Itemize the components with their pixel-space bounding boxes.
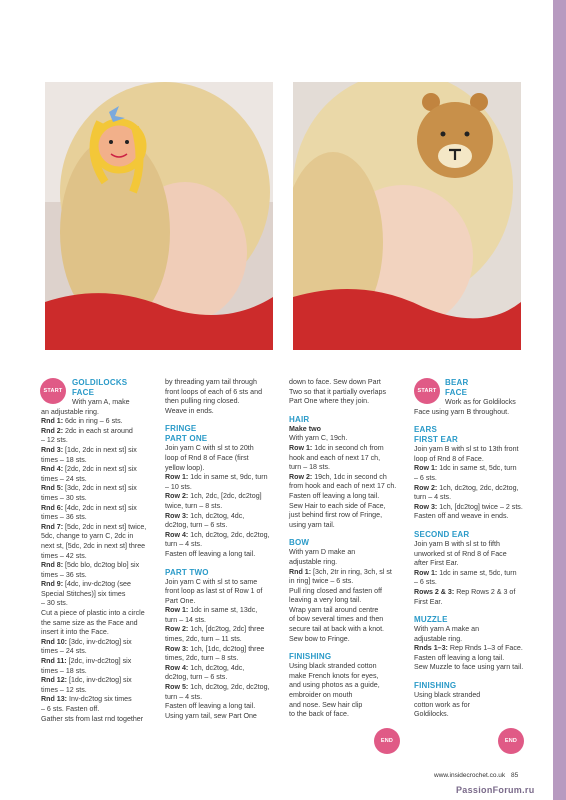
row-text: using yarn tail. <box>289 520 335 529</box>
pattern-row <box>41 647 159 657</box>
pattern-row <box>165 673 281 683</box>
row-label: Rnd 7: <box>41 522 66 531</box>
pattern-row <box>289 511 405 521</box>
page-footer <box>434 772 518 779</box>
pattern-row <box>289 577 405 587</box>
pattern-row <box>41 523 159 533</box>
row-text: yellow loop). <box>165 463 205 472</box>
row-text: 2dc in each st around <box>65 426 133 435</box>
row-text: times – 24 sts. <box>41 474 87 483</box>
row-text: secure tail at back with a knot. <box>289 625 385 634</box>
row-label: Row 5: <box>165 683 191 692</box>
pattern-row <box>414 540 532 550</box>
row-text: leaving a very long tail. <box>289 596 362 605</box>
pattern-row <box>289 587 405 597</box>
row-text: [4dc, 2dc in next st] six <box>65 503 137 512</box>
pattern-row <box>41 504 159 514</box>
row-text: times – 12 sts. <box>41 685 87 694</box>
pattern-row <box>41 513 159 523</box>
row-text: – 10 sts. <box>165 482 192 491</box>
pattern-row <box>41 599 159 609</box>
column-goldilocks-face <box>41 378 159 724</box>
pattern-row <box>165 645 281 655</box>
pattern-row <box>414 474 532 484</box>
row-label: Rnd 13: <box>41 695 69 704</box>
section-title-goldilocks: GOLDILOCKS <box>72 378 128 387</box>
pattern-row <box>414 512 532 522</box>
pattern-row <box>289 615 405 625</box>
pattern-row <box>41 715 159 725</box>
row-text: loop of Rnd 8 of Face (first <box>165 453 249 462</box>
pattern-row <box>165 625 281 635</box>
row-text: times – 36 sts. <box>41 513 87 522</box>
pattern-row <box>41 532 159 542</box>
pattern-row <box>289 568 405 578</box>
row-text: With yarn D make an <box>289 548 356 557</box>
pattern-row <box>165 693 281 703</box>
section-title-fringe: FRINGE <box>165 424 197 434</box>
pattern-row <box>414 569 532 579</box>
text-line: by threading yarn tail through <box>165 378 257 386</box>
row-text: times, 2dc, turn – 11 sts. <box>165 635 242 644</box>
pattern-rows <box>41 417 159 724</box>
row-label: Rnd 9: <box>41 580 66 589</box>
row-text: times – 18 sts. <box>41 666 87 675</box>
row-text: turn – 4 sts. <box>414 493 452 502</box>
section-subtitle-face: FACE <box>72 388 95 397</box>
lead-text <box>289 378 405 407</box>
pattern-row <box>41 628 159 638</box>
pattern-row <box>41 456 159 466</box>
text-line: front loops of each of 6 sts and <box>165 387 263 396</box>
pattern-row <box>414 625 532 635</box>
row-text: dc2tog, turn – 6 sts. <box>165 521 228 530</box>
pattern-row <box>165 521 281 531</box>
row-label: Rnd 4: <box>41 465 66 474</box>
row-text: Part One. <box>165 596 196 605</box>
pattern-row <box>165 683 281 693</box>
pattern-row <box>289 463 405 473</box>
section-title-bow: BOW <box>289 538 310 548</box>
row-text: times, 2dc, turn – 8 sts. <box>165 654 239 663</box>
pattern-row <box>289 596 405 606</box>
pattern-row <box>165 654 281 664</box>
pattern-row <box>414 598 532 608</box>
row-text: 1ch, dc2tog, 2dc, dc2tog, <box>190 530 270 539</box>
pattern-row <box>414 455 532 465</box>
text-line: Two so that it partially overlaps <box>289 387 386 396</box>
row-label: Rnd 12: <box>41 676 69 685</box>
row-label: Row 1: <box>414 568 440 577</box>
column-hair-bow <box>289 378 405 720</box>
pattern-rows <box>165 444 281 559</box>
footer-page-number: 85 <box>510 772 519 779</box>
pattern-row <box>41 580 159 590</box>
pattern-row <box>41 590 159 600</box>
pattern-row <box>414 493 532 503</box>
pattern-row <box>41 609 159 619</box>
row-text: loop of Rnd 8 of Face. <box>414 454 484 463</box>
row-text: 1ch, [dc2tog] twice – 2 sts. <box>439 502 523 511</box>
row-label: Rows 2 & 3: <box>414 587 457 596</box>
row-text: turn – 18 sts. <box>289 463 331 472</box>
row-text: times – 30 sts. <box>41 493 87 502</box>
row-text: dc2tog, turn – 6 sts. <box>165 673 228 682</box>
section-title-bear: BEAR <box>445 378 469 387</box>
pattern-row <box>41 667 159 677</box>
row-text: 1ch, [1dc, dc2tog] three <box>190 644 265 653</box>
row-label: Row 2: <box>414 483 440 492</box>
row-text: twice, turn – 8 sts. <box>165 501 223 510</box>
section-subtitle-face: FACE <box>445 388 468 397</box>
row-label: Rnd 6: <box>41 503 66 512</box>
pattern-row <box>165 550 281 560</box>
page-edge-tab <box>553 0 566 800</box>
pattern-row <box>41 475 159 485</box>
row-text: times – 36 sts. <box>41 570 87 579</box>
row-text: Fasten off leaving a long tail. <box>165 549 256 558</box>
start-badge-bear: START <box>414 378 440 404</box>
row-text: Join yarn B with sl st to fifth <box>414 539 500 548</box>
row-text: Join yarn C with sl st to same <box>165 577 258 586</box>
row-label: Rnd 1: <box>41 417 66 426</box>
row-text: turn – 4 sts. <box>165 692 203 701</box>
row-text: [1dc, 2dc in next st] six <box>65 445 137 454</box>
pattern-rows <box>289 434 405 530</box>
row-text: front loop as last st of Row 1 of <box>165 587 263 596</box>
row-label: Row 3: <box>165 511 191 520</box>
pattern-row <box>41 552 159 562</box>
photo-goldilocks-illustration <box>45 82 273 350</box>
footer-site: www.insidecrochet.co.uk <box>434 772 506 779</box>
text-line: Weave in ends. <box>165 406 214 415</box>
row-text: 1ch, 2dc, [2dc, dc2tog] <box>190 492 262 501</box>
text-line: then pulling ring closed. <box>165 397 240 406</box>
pattern-rows <box>414 625 532 673</box>
row-text: next st, [5dc, 2dc in next st] three <box>41 541 146 550</box>
row-label: Row 1: <box>165 606 191 615</box>
row-text: Fasten off leaving a long tail. <box>414 653 505 662</box>
pattern-row <box>289 625 405 635</box>
pattern-row <box>414 644 532 654</box>
intro-line: Work as for Goldilocks <box>445 398 516 406</box>
pattern-rows <box>165 578 281 722</box>
pattern-row <box>165 512 281 522</box>
pattern-row <box>414 663 532 673</box>
row-label: Rnd 1: <box>289 567 314 576</box>
row-text: times – 42 sts. <box>41 551 87 560</box>
pattern-row <box>41 705 159 715</box>
row-text: [3dc, 2dc in next st] six <box>65 484 137 493</box>
section-title-part-one: PART ONE <box>165 434 208 444</box>
row-text: With yarn C, 19ch. <box>289 434 348 443</box>
section-title-first-ear: FIRST EAR <box>414 435 459 445</box>
row-text: 6dc in ring – 6 sts. <box>65 417 123 426</box>
row-text: of bow several times and then <box>289 615 384 624</box>
text-line: embroider on mouth <box>289 691 353 700</box>
lead-text <box>165 378 281 416</box>
pattern-row <box>41 676 159 686</box>
row-text: 1dc in same st, 13dc, <box>190 606 258 615</box>
pattern-row <box>41 427 159 437</box>
row-text: Fasten off leaving a long tail. <box>289 491 380 500</box>
row-label: Row 2: <box>165 492 191 501</box>
text-line: Part One where they join. <box>289 397 370 406</box>
row-text: 19ch, 1dc in second ch <box>314 472 387 481</box>
pattern-row <box>165 502 281 512</box>
pattern-row <box>414 578 532 588</box>
section-title-finishing: FINISHING <box>414 681 457 691</box>
pattern-row <box>289 444 405 454</box>
end-badge-bear: END <box>498 728 524 754</box>
watermark: PassionForum.ru <box>456 785 535 795</box>
finishing-text <box>414 691 532 720</box>
pattern-row <box>289 434 405 444</box>
row-text: Inv-dc2tog six times <box>68 695 132 704</box>
pattern-row <box>165 483 281 493</box>
pattern-row <box>165 635 281 645</box>
row-text: unworked st of Rnd 8 of Face <box>414 549 507 558</box>
pattern-row <box>41 542 159 552</box>
row-label: Rnd 2: <box>41 426 66 435</box>
row-text: 5dc, change to yarn C, 2dc in <box>41 532 134 541</box>
row-text: 1dc in same st, 9dc, turn <box>190 473 268 482</box>
row-label: Row 3: <box>165 644 191 653</box>
section-title-hair: HAIR <box>289 414 310 424</box>
pattern-row <box>41 494 159 504</box>
text-line: and using photos as a guide, <box>289 681 380 690</box>
text-line: Using black stranded cotton <box>289 662 377 671</box>
row-text: adjustable ring. <box>289 557 338 566</box>
row-text: – 12 sts. <box>41 436 68 445</box>
pattern-row <box>289 521 405 531</box>
row-text: Sew Muzzle to face using yarn tail. <box>414 663 524 672</box>
row-text: in ring] twice – 6 sts. <box>289 577 354 586</box>
pattern-row <box>41 686 159 696</box>
section-title-second-ear: SECOND EAR <box>414 529 470 539</box>
row-text: 1ch, [dc2tog, 2dc] three <box>190 625 265 634</box>
text-line: Goldilocks. <box>414 710 449 719</box>
pattern-row <box>289 492 405 502</box>
finishing-text <box>289 662 405 720</box>
row-label: Rnds 1–3: <box>414 644 450 653</box>
row-text: [1dc, inv-dc2tog] six <box>68 676 132 685</box>
row-text: turn – 4 sts. <box>165 540 203 549</box>
photo-bear-clip <box>293 82 521 350</box>
pattern-row <box>165 473 281 483</box>
row-text: – 6 sts. <box>414 473 437 482</box>
pattern-row <box>414 503 532 513</box>
row-text: [2dc, 2dc in next st] six <box>65 465 137 474</box>
row-label: Rnd 5: <box>41 484 66 493</box>
photo-bear-illustration <box>293 82 521 350</box>
pattern-row <box>41 619 159 629</box>
row-text: Fasten off and weave in ends. <box>414 512 509 521</box>
row-text: after First Ear. <box>414 559 459 568</box>
intro-line: Face using yarn B throughout. <box>414 407 510 416</box>
row-text: [5dc, 2dc in next st] twice, <box>65 522 147 531</box>
pattern-row <box>41 638 159 648</box>
pattern-row <box>165 616 281 626</box>
pattern-rows <box>414 445 532 522</box>
row-text: [3ch, 2tr in ring, 3ch, sl st <box>313 567 392 576</box>
pattern-rows <box>414 540 532 607</box>
row-text: [5dc blo, dc2tog blo] six <box>65 561 140 570</box>
row-text: just behind first row of Fringe, <box>289 511 383 520</box>
row-text: – 6 sts. Fasten off. <box>41 705 100 713</box>
row-text: Cut a piece of plastic into a circle <box>41 609 145 618</box>
row-label: Row 4: <box>165 663 191 672</box>
pattern-row <box>289 482 405 492</box>
row-text: 1dc in same st, 5dc, turn <box>439 568 517 577</box>
row-label: Row 2: <box>289 472 315 481</box>
row-text: 1dc in same st, 5dc, turn <box>439 464 517 473</box>
pattern-row <box>165 587 281 597</box>
row-text: Wrap yarn tail around centre <box>289 605 379 614</box>
pattern-row <box>165 702 281 712</box>
text-line: to the back of face. <box>289 710 349 719</box>
row-text: the same size as the Face and <box>41 618 138 627</box>
pattern-row <box>414 484 532 494</box>
pattern-row <box>165 597 281 607</box>
row-text: Using yarn tail, sew Part One <box>165 711 257 720</box>
row-text: Gather sts from last rnd together <box>41 714 144 723</box>
pattern-row <box>41 571 159 581</box>
row-text: hook and each of next 17 ch, <box>289 453 381 462</box>
pattern-row <box>41 436 159 446</box>
pattern-row <box>165 540 281 550</box>
row-text: 1ch, dc2tog, 4dc, <box>190 663 245 672</box>
pattern-row <box>289 502 405 512</box>
text-line: make French knots for eyes, <box>289 671 379 680</box>
text-line: down to face. Sew down Part <box>289 378 381 386</box>
section-title-muzzle: MUZZLE <box>414 615 448 625</box>
photo-goldilocks-clip <box>45 82 273 350</box>
row-text: Sew bow to Fringe. <box>289 634 350 643</box>
pattern-row <box>414 654 532 664</box>
pattern-row <box>165 464 281 474</box>
section-title-ears: EARS <box>414 425 438 435</box>
row-label: Row 3: <box>414 502 440 511</box>
row-text: [2dc, inv-dc2tog] six <box>68 657 132 666</box>
row-text: times – 18 sts. <box>41 455 87 464</box>
row-text: 1dc in second ch from <box>314 443 384 452</box>
row-text: Special Stitches)] six times <box>41 589 126 598</box>
intro-line: With yarn A, make <box>72 398 130 406</box>
row-label: Rnd 10: <box>41 637 69 646</box>
row-label: Rnd 11: <box>41 657 69 666</box>
pattern-row <box>414 445 532 455</box>
row-text: Sew Hair to each side of Face, <box>289 501 386 510</box>
row-text: Join yarn C with sl st to 20th <box>165 444 254 453</box>
pattern-rows <box>289 548 405 644</box>
row-text: Join yarn B with sl st to 13th front <box>414 445 519 454</box>
row-text: – 30 sts. <box>41 599 68 608</box>
row-label: Row 1: <box>414 464 440 473</box>
pattern-row <box>165 444 281 454</box>
row-text: turn – 14 sts. <box>165 615 207 624</box>
end-badge-goldilocks: END <box>374 728 400 754</box>
pattern-row <box>289 635 405 645</box>
pattern-row <box>41 465 159 475</box>
section-note-make-two: Make two <box>289 424 321 433</box>
row-text: adjustable ring. <box>414 634 463 643</box>
row-label: Row 1: <box>165 473 191 482</box>
text-line: and nose. Sew hair clip <box>289 700 363 709</box>
pattern-row <box>165 712 281 722</box>
row-text: – 6 sts. <box>414 578 437 587</box>
row-text: 1ch, dc2tog, 4dc, <box>190 511 245 520</box>
start-badge-goldilocks: START <box>40 378 66 404</box>
pattern-row <box>289 473 405 483</box>
pattern-row <box>165 454 281 464</box>
pattern-row <box>41 695 159 705</box>
column-bear <box>414 378 532 720</box>
pattern-row <box>165 664 281 674</box>
column-fringe <box>165 378 281 721</box>
pattern-row <box>414 588 532 598</box>
intro-line: an adjustable ring. <box>41 407 99 416</box>
row-label: Row 4: <box>165 530 191 539</box>
pattern-row <box>165 492 281 502</box>
row-text: Rep Rows 2 & 3 of <box>456 587 516 596</box>
pattern-row <box>41 657 159 667</box>
row-text: insert it into the Face. <box>41 628 109 637</box>
pattern-row <box>41 484 159 494</box>
pattern-row <box>41 446 159 456</box>
pattern-row <box>289 558 405 568</box>
pattern-row <box>289 548 405 558</box>
row-text: 1ch, dc2tog, 2dc, dc2tog, <box>439 483 519 492</box>
section-title-part-two: PART TWO <box>165 567 209 577</box>
row-text: First Ear. <box>414 597 443 606</box>
pattern-row <box>414 635 532 645</box>
row-text: [4dc, inv-dc2tog (see <box>65 580 131 589</box>
pattern-row <box>165 531 281 541</box>
row-text: [3dc, inv-dc2tog] six <box>68 637 132 646</box>
row-label: Rnd 3: <box>41 445 66 454</box>
pattern-row <box>165 606 281 616</box>
pattern-row <box>414 464 532 474</box>
row-text: times – 24 sts. <box>41 647 87 656</box>
row-label: Row 2: <box>165 625 191 634</box>
row-text: from hook and each of next 17 ch. <box>289 482 397 491</box>
text-line: cotton work as for <box>414 700 470 709</box>
row-label: Row 1: <box>289 443 315 452</box>
pattern-row <box>289 454 405 464</box>
row-text: Rep Rnds 1–3 of Face. <box>449 644 523 653</box>
pattern-row <box>41 561 159 571</box>
pattern-row <box>414 550 532 560</box>
row-text: Pull ring closed and fasten off <box>289 586 382 595</box>
text-line: Using black stranded <box>414 691 481 700</box>
row-text: 1ch, dc2tog, 2dc, dc2tog, <box>190 683 270 692</box>
row-text: Fasten off leaving a long tail. <box>165 702 256 711</box>
pattern-row <box>414 559 532 569</box>
row-text: With yarn A make an <box>414 625 480 634</box>
section-title-finishing: FINISHING <box>289 652 332 662</box>
pattern-row <box>41 417 159 427</box>
pattern-row <box>289 606 405 616</box>
pattern-row <box>165 578 281 588</box>
row-label: Rnd 8: <box>41 561 66 570</box>
